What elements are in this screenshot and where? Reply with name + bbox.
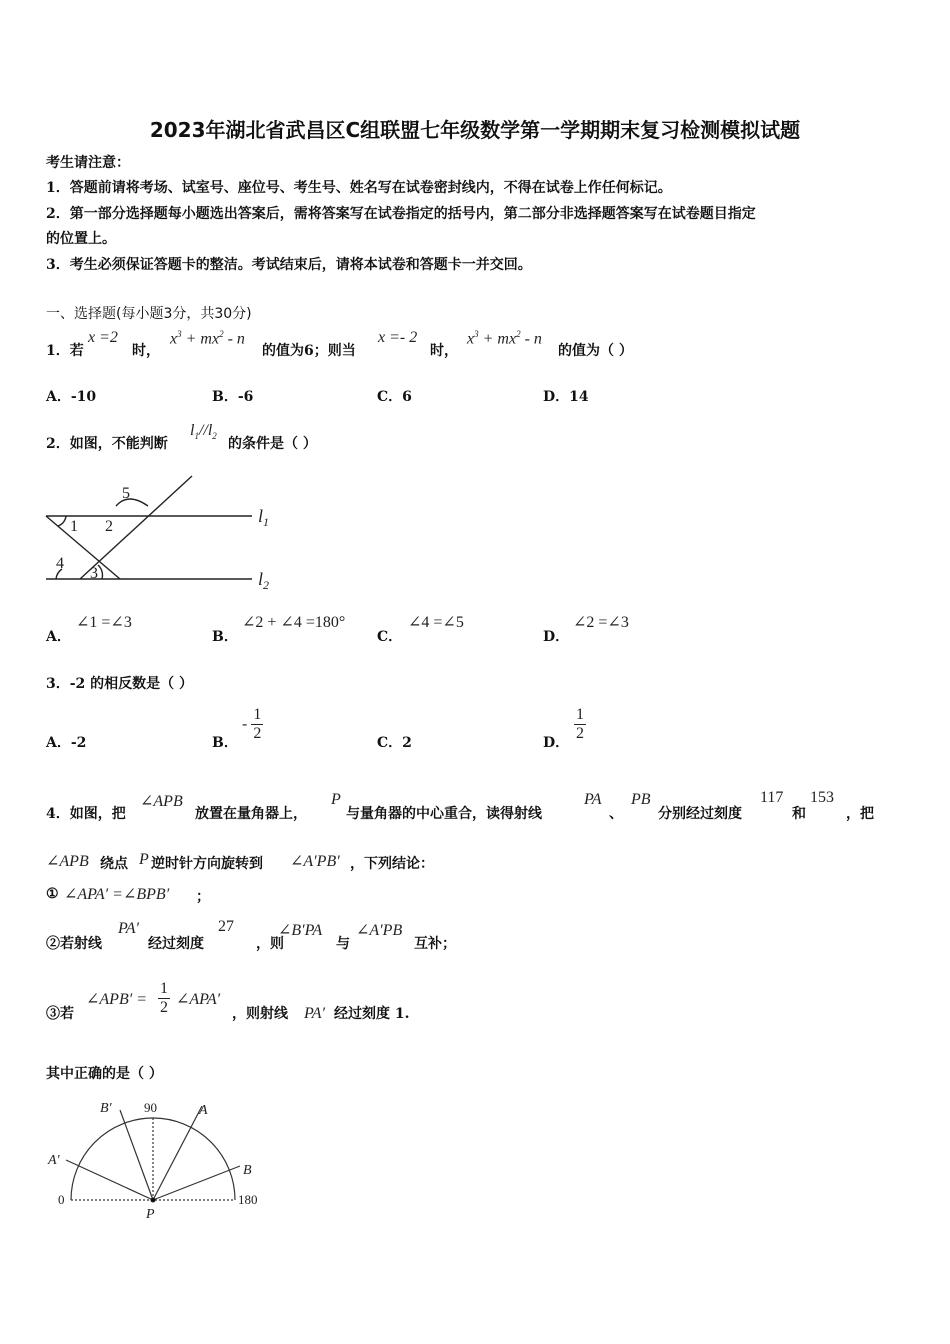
q4-math-apb: ∠APB: [140, 793, 183, 810]
q4-claim-2-text-5: 互补；: [414, 936, 456, 952]
q4-math-pb: PB: [631, 791, 651, 808]
q4-line2-math-1: ∠APB: [46, 853, 89, 870]
q3-stem: 3．-2 的相反数是（ ）: [46, 676, 194, 692]
q4-claim-3-text-2: ，则射线: [232, 1006, 288, 1022]
protractor-figure: [40, 1094, 280, 1224]
q4-claim-3-text-3: 经过刻度 1.: [334, 1006, 410, 1022]
q3-option-a[interactable]: A．-2: [46, 735, 87, 751]
q1-text-2: 时，: [132, 343, 160, 359]
label-a: A: [199, 1103, 208, 1118]
label-b: B: [243, 1163, 252, 1178]
notice-item-2-cont: 的位置上。: [46, 231, 116, 247]
q4-line2-text-3: ，下列结论：: [350, 856, 434, 872]
q4-claim-1-math: ∠APA′ =∠BPB′: [64, 886, 170, 903]
q4-text-4: 、: [609, 806, 623, 822]
q2-math-parallel: $l_1//l_2$: [190, 422, 217, 442]
q3-option-c[interactable]: C．2: [377, 735, 412, 751]
q1-math-3: x =- 2: [378, 329, 418, 346]
q4-math-117: 117: [760, 789, 784, 806]
q2-option-b-math: ∠2 + ∠4 =180°: [242, 614, 346, 631]
q2-text-2: 的条件是（ ）: [228, 436, 317, 452]
q4-claim-3-math-3: PA′: [304, 1005, 325, 1022]
q4-claim-2-math-27: 27: [218, 918, 234, 935]
q1-text-3: 的值为6；则当: [262, 343, 356, 359]
q4-claim-2-math-4: ∠A′PB: [356, 922, 403, 939]
q2-option-c[interactable]: C．: [377, 629, 403, 645]
notice-item-1: 1．答题前请将考场、试室号、座位号、考生号、姓名写在试卷密封线内，不得在试卷上作任何标记。: [46, 180, 672, 196]
q4-claim-3-math-2: ∠APA′: [176, 991, 221, 1008]
transversal-2: [80, 476, 192, 579]
angle-5-arc: [116, 499, 148, 506]
q1-option-b[interactable]: B．-6: [212, 389, 254, 405]
ray-pb: [153, 1166, 240, 1200]
q4-text-3: 与量角器的中心重合，读得射线: [346, 806, 542, 822]
q4-text-6: 和: [792, 806, 806, 822]
angle-3-arc: [98, 565, 103, 579]
angle-1-arc: [58, 516, 66, 526]
q2-text-1: 2．如图，不能判断: [46, 436, 168, 452]
notice-item-3: 3．考生必须保证答题卡的整洁。考试结束后，请将本试卷和答题卡一并交回。: [46, 257, 532, 273]
q2-option-d-math: ∠2 =∠3: [573, 614, 629, 631]
label-l2: $l_2$: [258, 569, 270, 592]
q1-option-a[interactable]: A．-10: [46, 389, 97, 405]
notice-heading: 考生请注意：: [46, 155, 130, 171]
q4-claim-3-math-1: ∠APB′ =: [86, 991, 148, 1008]
q4-claim-1-mark: ①: [46, 886, 59, 902]
q2-lines-figure: [40, 470, 290, 600]
q4-claim-2-text-4: 与: [336, 936, 350, 952]
q4-line2-math-2: P: [139, 851, 149, 868]
label-4: 4: [56, 555, 64, 572]
ray-pa: [153, 1106, 202, 1200]
q4-line2-text-1: 绕点: [100, 856, 128, 872]
label-b-prime: B′: [100, 1101, 112, 1116]
q2-option-a[interactable]: A．: [46, 629, 71, 645]
q4-text-2: 放置在量角器上，: [195, 806, 307, 822]
page-title: 2023年湖北省武昌区C组联盟七年级数学第一学期期末复习检测模拟试题: [149, 118, 801, 142]
tick-0: 0: [58, 1192, 65, 1207]
q2-option-b[interactable]: B．: [212, 629, 238, 645]
q1-math-2: $x^3 + mx^2 - n$: [170, 329, 245, 348]
label-2: 2: [105, 518, 113, 535]
q4-line2-math-3: ∠A′PB′: [290, 853, 340, 870]
label-5: 5: [122, 485, 130, 502]
q1-math-1: x =2: [88, 329, 118, 346]
q4-claim-2-text-1: ②若射线: [46, 936, 102, 952]
q4-text-7: ，把: [846, 806, 874, 822]
label-p: P: [146, 1207, 155, 1222]
q4-claim-3-text-1: ③若: [46, 1006, 74, 1022]
q1-text-1: 1．若: [46, 343, 84, 359]
q1-text-4: 时，: [430, 343, 458, 359]
q1-math-4: $x^3 + mx^2 - n$: [467, 329, 542, 348]
q2-option-d[interactable]: D．: [543, 629, 570, 645]
q3-option-d[interactable]: D．: [543, 735, 570, 751]
tick-180: 180: [238, 1192, 258, 1207]
q3-option-d-math: $\frac{1}{2}$: [576, 706, 584, 742]
q4-math-pa: PA: [584, 791, 602, 808]
q2-option-c-math: ∠4 =∠5: [408, 614, 464, 631]
notice-item-2: 2．第一部分选择题每小题选出答案后，需将答案写在试卷指定的括号内，第二部分非选择题答案写在试卷题目指定: [46, 206, 756, 222]
q4-claim-2-text-3: ，则: [256, 936, 284, 952]
tick-90: 90: [144, 1100, 157, 1115]
q4-claim-1-end: ；: [196, 889, 210, 905]
q4-line2-text-2: 逆时针方向旋转到: [151, 856, 263, 872]
q1-text-5: 的值为（ ）: [558, 343, 633, 359]
q4-text-5: 分别经过刻度: [658, 806, 742, 822]
q1-option-c[interactable]: C．6: [377, 389, 412, 405]
point-p: [151, 1198, 156, 1203]
q1-option-d[interactable]: D．14: [543, 389, 589, 405]
q3-option-b[interactable]: B．: [212, 735, 238, 751]
section-heading: 一、选择题(每小题3分，共30分): [46, 306, 252, 322]
q4-math-153: 153: [810, 789, 834, 806]
q4-claim-2-text-2: 经过刻度: [148, 936, 204, 952]
q2-option-a-math: ∠1 =∠3: [76, 614, 132, 631]
label-1: 1: [70, 518, 78, 535]
q4-claim-2-math-3: ∠B′PA: [278, 922, 323, 939]
label-3: 3: [90, 565, 98, 582]
q4-text-1: 4．如图，把: [46, 806, 126, 822]
q4-math-p: P: [331, 791, 341, 808]
q4-claim-2-math-1: PA′: [118, 920, 139, 937]
q4-ask: 其中正确的是（ ）: [46, 1066, 163, 1082]
label-a-prime: A′: [48, 1153, 60, 1168]
q4-claim-3-frac: $\frac{1}{2}$: [160, 980, 168, 1016]
label-l1: $l_1$: [258, 506, 270, 529]
q3-option-b-math: - $\frac{1}{2}$: [242, 706, 262, 742]
